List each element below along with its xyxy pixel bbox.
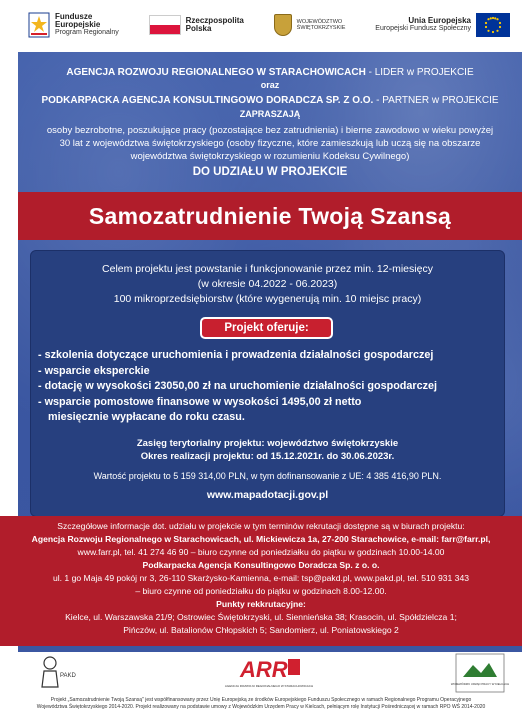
info-points-2: Pińczów, ul. Batalionów Chłopskich 5; Sandomierz, ul. Poniatowskiego 2 bbox=[123, 625, 399, 635]
project-value: Wartość projektu to 5 159 314,00 PLN, w tym dofinansowanie z UE: 4 385 416,90 PLN. bbox=[93, 471, 442, 481]
offer-item: - dotację w wysokości 23050,00 zł na uruchomienie działalności gospodarczej bbox=[38, 380, 438, 392]
info-pakd-name: Podkarpacka Agencja Konsultingowo Doradcza Sp. z o. o. bbox=[142, 560, 380, 570]
offer-badge: Projekt oferuje: bbox=[200, 317, 333, 339]
goal-line-2: (w okresie 04.2022 - 06.2023) bbox=[197, 278, 338, 290]
join-project-text: DO UDZIAŁU W PROJEKCIE bbox=[192, 166, 348, 178]
title-bar bbox=[18, 192, 522, 240]
footer-note bbox=[6, 697, 516, 711]
polish-flag-icon bbox=[149, 15, 181, 35]
offer-list bbox=[38, 348, 498, 426]
goal-line-1: Celem projektu jest powstanie i funkcjonowanie przez min. 12-miesięcy bbox=[102, 263, 433, 275]
pakd-logo bbox=[36, 653, 76, 691]
info-pakd-hours: – biuro czynne od poniedziałku do piątku w godzinach 8.00-12.00. bbox=[135, 586, 387, 596]
wup-label: WOJEWÓDZKI URZĄD PRACY W KIELCACH bbox=[450, 682, 510, 686]
ue-line1: Unia Europejska bbox=[408, 16, 471, 25]
partner-org: PODKARPACKA AGENCJA KONSULTINGOWO DORADCZA SP. Z O.O. bbox=[41, 95, 374, 106]
wup-logo bbox=[450, 653, 510, 693]
fe-line3: Program Regionalny bbox=[55, 29, 119, 36]
ue-line2: Europejski Fundusz Społeczny bbox=[375, 25, 471, 32]
website-link[interactable]: www.mapadotacji.gov.pl bbox=[206, 489, 329, 501]
fe-star-icon bbox=[28, 12, 50, 38]
crest-icon bbox=[274, 14, 292, 36]
pakd-label: PAKD bbox=[60, 673, 76, 679]
fundusze-europejskie-logo bbox=[28, 12, 119, 38]
leader-org: AGENCJA ROZWOJU REGIONALNEGO W STARACHOWICACH bbox=[66, 67, 366, 78]
arr-sub: AGENCJA ROZWOJU REGIONALNEGO W STARACHOWICACH bbox=[224, 684, 314, 688]
partner-line bbox=[18, 95, 522, 106]
offer-item: - wsparcie eksperckie bbox=[38, 364, 150, 377]
arr-logo bbox=[224, 653, 314, 695]
arr-label: ARR bbox=[240, 657, 288, 682]
leader-role: - LIDER w PROJEKCIE bbox=[365, 67, 474, 78]
info-intro: Szczegółowe informacje dot. udziału w projekcie w tym terminów rekrutacji dostępne są w biurach projektu: bbox=[57, 521, 465, 531]
oraz-text: oraz bbox=[260, 80, 280, 90]
fe-line1: Fundusze bbox=[55, 12, 93, 21]
partner-role: - PARTNER w PROJEKCIE bbox=[373, 95, 499, 106]
info-points-heading: Punkty rekkrutacyjne: bbox=[216, 599, 306, 609]
ws-line1: WOJEWÓDZTWO bbox=[296, 18, 343, 25]
footer-line-1: Projekt „Samozatrudnienie Twoją Szansą" jest współfinansowany przez Unię Europejską ze środków Europejskiego Funduszu Społecznego w ramach Regionalnego Programu Operacyjnego bbox=[50, 697, 472, 703]
offer-item-continuation: miesięcznie wypłacane do roku czasu. bbox=[48, 411, 245, 423]
ws-line2: ŚWIĘTOKRZYSKIE bbox=[296, 25, 346, 31]
fe-line2: Europejskie bbox=[55, 20, 101, 29]
goal-line-3: 100 mikroprzedsiębiorstw (które wygenerują min. 10 miejsc pracy) bbox=[113, 293, 422, 305]
rp-line2: Polska bbox=[185, 24, 212, 33]
invite-text: ZAPRASZAJĄ bbox=[239, 109, 301, 119]
swietokrzyskie-logo bbox=[274, 14, 346, 36]
footer-line-2: Województwa Świętokrzyskiego 2014-2020. Projekt realizowany na podstawie umowy z Wojewódzkim Urzędem Pracy w Kielcach, pełniącym rolę Instytucji Pośredniczącej w ramach RPO WŚ 2014-2020 bbox=[36, 704, 486, 710]
scope-area: Zasięg terytorialny projektu: województwo świętokrzyskie bbox=[136, 438, 399, 449]
rp-line1: Rzeczpospolita bbox=[185, 16, 244, 25]
eu-flag-icon bbox=[476, 13, 510, 37]
offer-item: - wsparcie pomostowe finansowe w wysokości 1495,00 zł netto bbox=[38, 395, 362, 408]
rzeczpospolita-logo bbox=[149, 15, 244, 35]
info-arr-address: Agencja Rozwoju Regionalnego w Starachowicach, ul. Mickiewicza 1a, 27-200 Starachowice, e-mail: farr@farr.pl, bbox=[31, 534, 491, 544]
project-scope bbox=[30, 438, 505, 463]
info-pakd-address: ul. 1 go Maja 49 pokój nr 3, 26-110 Skarżysko-Kamienna, e-mail: tsp@pakd.pl, www.pakd.pl, tel. 510 931 343 bbox=[52, 573, 470, 583]
target-group-text: osoby bezrobotne, poszukujące pracy (pozostające bez zatrudnienia) i bierne zawodowo w wieku powyżej 30 lat z województwa świętokrzyskiego (osoby fizyczne, które zamieszkują lub uczą się na obszarze województwa świętokrzyskiego w rozumieniu Kodeksu Cywilnego) bbox=[46, 125, 494, 162]
info-arr-contact: www.farr.pl, tel. 41 274 46 90 – biuro czynne od poniedziałku do piątku w godzinach 10.00-14.00 bbox=[77, 547, 445, 557]
unia-europejska-logo bbox=[375, 13, 510, 37]
leader-line bbox=[18, 67, 522, 78]
project-title: Samozatrudnienie Twoją Szansą bbox=[88, 202, 452, 229]
offer-item: - szkolenia dotyczące uruchomienia i prowadzenia działalności gospodarczej bbox=[38, 349, 434, 361]
scope-period: Okres realizacji projektu: od 15.12.2021r. do 30.06.2023r. bbox=[140, 450, 395, 462]
logo-strip bbox=[0, 0, 522, 50]
info-points-1: Kielce, ul. Warszawska 21/9; Ostrowiec Świętokrzyski, ul. Siennieńska 38; Krasocin, ul. Spółdzielcza 1; bbox=[65, 612, 457, 622]
